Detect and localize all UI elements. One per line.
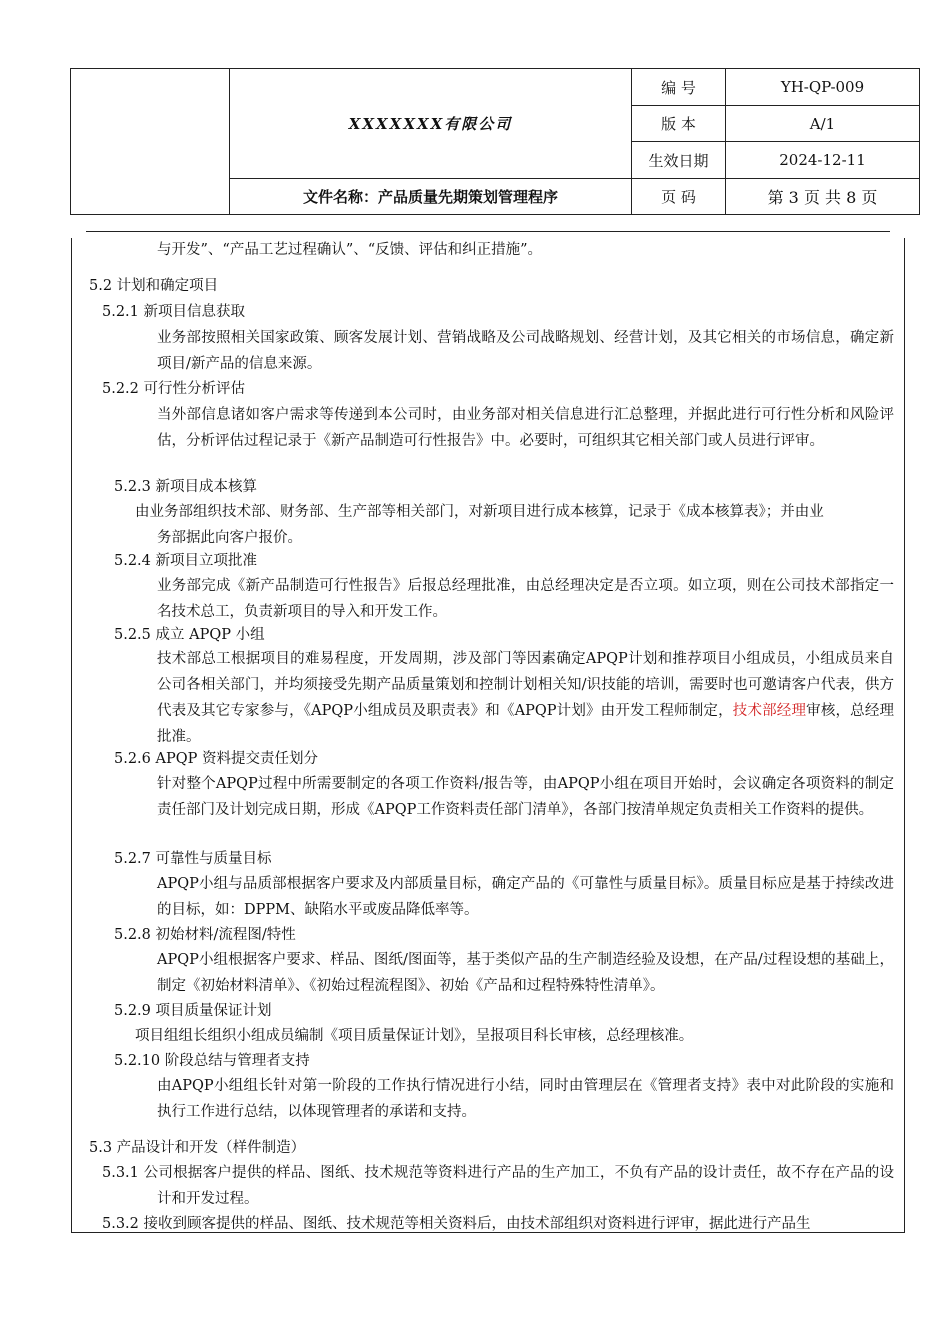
paragraph-5-2-5: [157, 646, 894, 750]
section-heading-5-2-2: 5.2.2 可行性分析评估: [102, 381, 246, 397]
section-heading-5-2: 5.2 计划和确定项目: [89, 278, 219, 294]
paragraph-5-2-5-tail: 审核，总经理批准。: [157, 703, 895, 745]
section-heading-5-2-9: 5.2.9 项目质量保证计划: [114, 1003, 272, 1019]
document-body: [71, 238, 905, 1233]
section-heading-5-3: 5.3 产品设计和开发（样件制造）: [89, 1140, 306, 1156]
paragraph-5-2-2: 当外部信息诸如客户需求等传递到本公司时，由业务部对相关信息进行汇总整理，并据此进行可行性分析和风险评估，分析评估过程记录于《新产品制造可行性报告》中。必要时，可组织其它相关部门或人员进行评审。: [157, 407, 894, 449]
section-heading-5-2-6: 5.2.6 APQP 资料提交责任划分: [114, 751, 318, 767]
field-value-version: A/1: [726, 106, 920, 142]
continuation-text: 与开发”、“产品工艺过程确认”、“反馈、评估和纠正措施”。: [157, 242, 543, 258]
header-divider: [86, 231, 890, 232]
field-label-page: 页 码: [632, 179, 726, 215]
paragraph-5-2-6: 针对整个APQP过程中所需要制定的各项工作资料/报告等，由APQP小组在项目开始时，会议确定各项资料的制定责任部门及计划完成日期，形成《APQP工作资料责任部门清单》，各部门按清单规定负责相关工作资料的提供。: [157, 776, 894, 818]
section-heading-5-2-10: 5.2.10 阶段总结与管理者支持: [114, 1053, 310, 1069]
document-name: 文件名称：产品质量先期策划管理程序: [230, 179, 632, 215]
field-value-number: YH-QP-009: [726, 69, 920, 106]
section-heading-5-2-1: 5.2.1 新项目信息获取: [102, 304, 246, 320]
paragraph-5-2-1: 业务部按照相关国家政策、顾客发展计划、营销战略及公司战略规划、经营计划，及其它相关的市场信息，确定新项目/新产品的信息来源。: [157, 330, 894, 372]
field-value-page: 第 3 页 共 8 页: [726, 179, 920, 215]
logo-cell: [71, 69, 230, 215]
section-heading-5-2-5: 5.2.5 成立 APQP 小组: [114, 627, 265, 643]
highlighted-approver: 技术部经理: [732, 703, 807, 719]
paragraph-5-2-3-line1: 由业务部组织技术部、财务部、生产部等相关部门，对新项目进行成本核算，记录于《成本核算表》；并由业: [135, 504, 824, 520]
section-heading-5-2-8: 5.2.8 初始材料/流程图/特性: [114, 927, 296, 943]
section-heading-5-2-7: 5.2.7 可靠性与质量目标: [114, 851, 272, 867]
field-label-effective-date: 生效日期: [632, 142, 726, 179]
field-label-version: 版 本: [632, 106, 726, 142]
section-heading-5-2-4: 5.2.4 新项目立项批准: [114, 553, 258, 569]
paragraph-5-2-8: APQP小组根据客户要求、样品、图纸/图面等，基于类似产品的生产制造经验及设想，在产品/过程设想的基础上，制定《初始材料清单》、《初始过程流程图》、初始《产品和过程特殊特性清单》。: [157, 952, 894, 994]
paragraph-5-2-4: 业务部完成《新产品制造可行性报告》后报总经理批准，由总经理决定是否立项。如立项，则在公司技术部指定一名技术总工，负责新项目的导入和开发工作。: [157, 578, 894, 620]
document-header-table: [70, 68, 920, 215]
section-heading-5-2-3: 5.2.3 新项目成本核算: [114, 479, 258, 495]
paragraph-5-2-10: 由APQP小组组长针对第一阶段的工作执行情况进行小结，同时由管理层在《管理者支持》表中对此阶段的实施和执行工作进行总结，以体现管理者的承诺和支持。: [157, 1078, 894, 1120]
field-value-effective-date: 2024-12-11: [726, 142, 920, 179]
paragraph-5-3-2: 5.3.2 接收到顾客提供的样品、图纸、技术规范等相关资料后，由技术部组织对资料进行评审，据此进行产品生: [102, 1216, 811, 1232]
field-label-number: 编 号: [632, 69, 726, 106]
company-name: XXXXXXX有限公司: [230, 69, 632, 179]
paragraph-5-3-1: 5.3.1 公司根据客户提供的样品、图纸、技术规范等资料进行产品的生产加工，不负有产品的设计责任，故不存在产品的设计和开发过程。: [102, 1165, 894, 1207]
paragraph-5-2-7: APQP小组与品质部根据客户要求及内部质量目标，确定产品的《可靠性与质量目标》。质量目标应是基于持续改进的目标，如：DPPM、缺陷水平或废品降低率等。: [157, 876, 894, 918]
paragraph-5-2-9: 项目组组长组织小组成员编制《项目质量保证计划》，呈报项目科长审核，总经理核准。: [135, 1028, 694, 1044]
paragraph-5-2-5-text: 技术部总工根据项目的难易程度，开发周期，涉及部门等因素确定APQP计划和推荐项目小组成员，小组成员来自公司各相关部门，并均须接受先期产品质量策划和控制计划相关知/识技能的培训，需要时也可邀请客户代表，供方代表及其它专家参与，《APQP小组成员及职责表》和《APQP计划》由开发工程师制定，: [157, 651, 894, 719]
paragraph-5-2-3-line2: 务部据此向客户报价。: [157, 530, 302, 546]
